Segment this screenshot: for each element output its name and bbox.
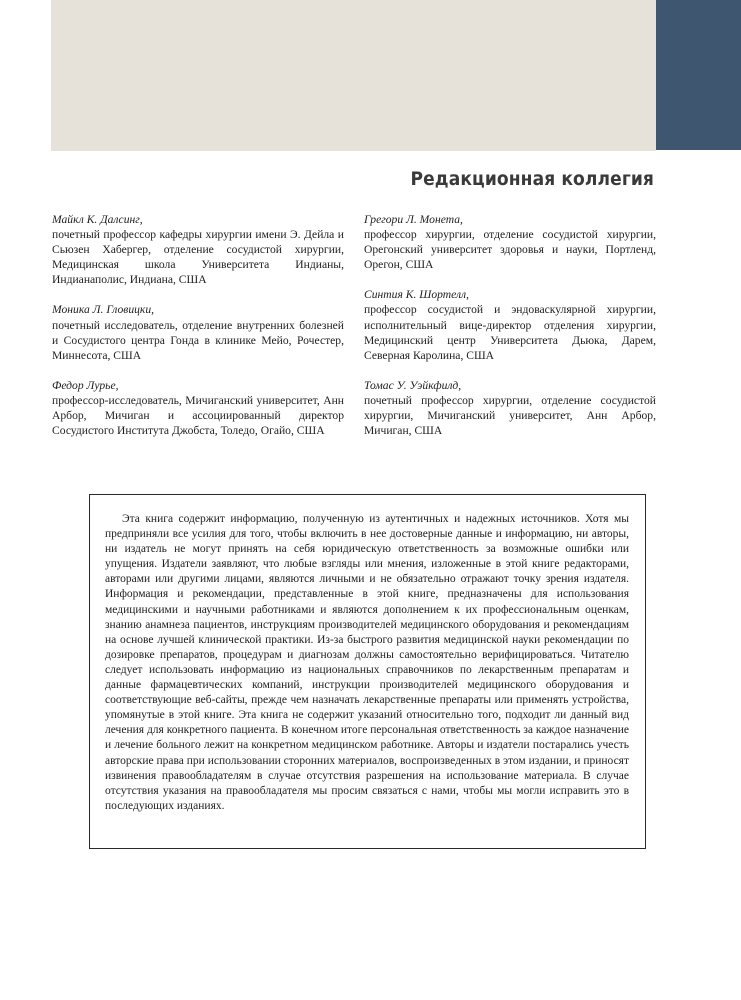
disclaimer-text: Эта книга содержит информацию, полученную из аутентичных и надежных источников. Хотя мы предприняли все усилия для того, чтобы включить в нее достоверные данные и информацию, ни авторы, ни издатель не могут принять на себя юридическую ответственность за возможные ошибки или упущения. Издатели заявляют, что любые взгляды или мнения, изложенные в этой книге редакторами, авторами или другими лицами, являются личными и не обязательно отражают точку зрения издателя. Информация и рекомендации, представленные в этой книге, предназначены для использования медицинскими и научными работниками и являются дополнением к их профессиональным оценкам, знанию анамнеза пациентов, инструкциям производителей медицинского оборудования и рекомендациям на основе лучшей клинической практики. Из-за быстрого развития медицинской науки рекомендации по дозировке препаратов, процедурам и диагнозам должны самостоятельно верифицироваться. Читателю следует использовать информацию из национальных справочников по лекарственным препаратам и данные фармацевтических компаний, инструкции производителей медицинского оборудования и соответствующие веб-сайты, прежде чем назначать лекарственные препараты или применять устройства, упомянутые в этой книге. Эта книга не содержит указаний относительно того, подходит ли данный вид лечения для конкретного пациента. В конечном итоге персональная ответственность за каждое назначение и лечение больного лежит на конкретном медицинском работнике. Авторы и издатели постарались учесть авторские права при использовании сторонних материалов, воспроизведенных в этом издании, и приносят извинения правообладателям в случае отсутствия разрешения на использование материала. В случае отсутствия указания на правообладателя мы просим связаться с нами, чтобы мы могли исправить это в последующих изданиях. bbox=[105, 513, 629, 812]
section-title: Редакционная коллегия bbox=[410, 168, 654, 190]
header-band bbox=[51, 0, 656, 151]
board-member bbox=[364, 378, 656, 438]
board-member bbox=[52, 212, 344, 287]
member-name: Федор Лурье, bbox=[52, 378, 119, 392]
board-column-left bbox=[52, 212, 344, 453]
member-name: Грегори Л. Монета, bbox=[364, 213, 463, 226]
member-affiliation: профессор хирургии, отделение сосудистой хирургии, Орегонский университет здоровья и науки, Портленд, Орегон, США bbox=[364, 228, 656, 272]
member-name: Синтия К. Шортелл, bbox=[364, 288, 470, 302]
board-member bbox=[52, 378, 344, 438]
corner-color-block bbox=[656, 0, 741, 150]
board-member bbox=[364, 287, 656, 362]
board-column-right bbox=[364, 212, 656, 453]
member-name: Томас У. Уэйкфилд, bbox=[364, 378, 462, 392]
member-name: Майкл К. Далсинг, bbox=[52, 213, 143, 226]
board-member bbox=[52, 302, 344, 362]
member-affiliation: профессор-исследователь, Мичиганский университет, Анн Арбор, Мичиган и ассоциированный директор Сосудистого Института Джобста, Толедо, Огайо, США bbox=[52, 393, 344, 438]
member-name: Моника Л. Гловицки, bbox=[52, 303, 155, 317]
member-affiliation: почетный профессор кафедры хирургии имени Э. Дейла и Сьюзен Хабергер, отделение сосудистой хирургии, Медицинская школа Университета Индианы, Индианаполис, Индиана, США bbox=[52, 228, 344, 287]
member-affiliation: профессор сосудистой и эндоваскулярной хирургии, исполнительный вице-директор отделения хирургии, Медицинский центр Университета Дьюка, Дарем, Северная Каролина, США bbox=[364, 303, 656, 362]
disclaimer-box bbox=[89, 494, 646, 849]
member-affiliation: почетный исследователь, отделение внутренних болезней и Сосудистого центра Гонда в клинике Мейо, Рочестер, Миннесота, США bbox=[52, 318, 344, 362]
board-member bbox=[364, 212, 656, 272]
member-affiliation: почетный профессор хирургии, отделение сосудистой хирургии, Мичиганский университет, Анн Арбор, Мичиган, США bbox=[364, 393, 656, 438]
